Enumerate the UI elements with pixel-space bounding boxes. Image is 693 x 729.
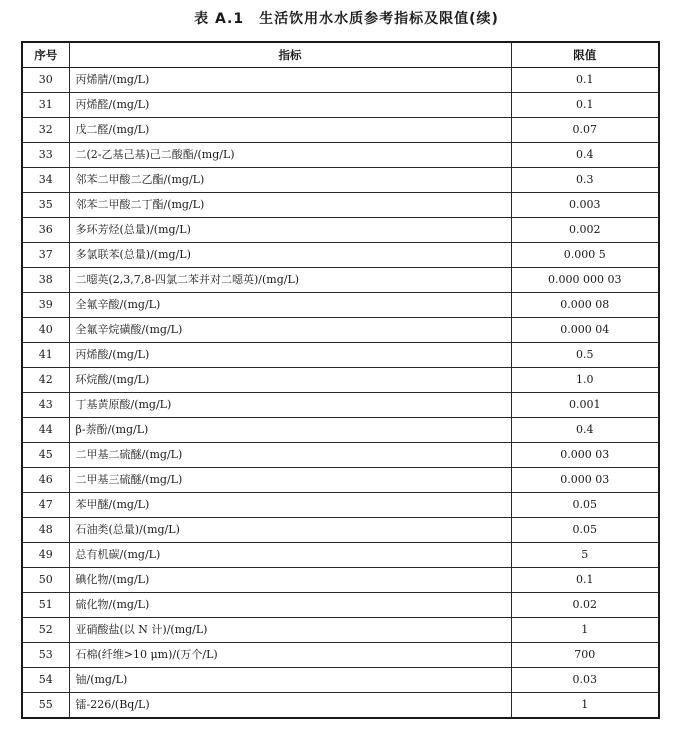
header-no: 序号 — [22, 42, 69, 68]
row-indicator: 多氯联苯(总量)/(mg/L) — [69, 243, 511, 268]
row-number: 37 — [22, 243, 69, 268]
row-indicator: 石棉(纤维>10 μm)/(万个/L) — [69, 643, 511, 668]
table-row — [22, 368, 659, 393]
row-number: 50 — [22, 568, 69, 593]
row-number: 40 — [22, 318, 69, 343]
row-indicator: 丙烯酸/(mg/L) — [69, 343, 511, 368]
table-row — [22, 118, 659, 143]
row-number: 31 — [22, 93, 69, 118]
row-indicator: 全氟辛酸/(mg/L) — [69, 293, 511, 318]
table-title: 表 A.1 生活饮用水水质参考指标及限值(续) — [194, 11, 499, 27]
row-limit: 0.000 04 — [511, 318, 659, 343]
row-limit: 1.0 — [511, 368, 659, 393]
row-limit: 0.001 — [511, 393, 659, 418]
row-limit: 0.5 — [511, 343, 659, 368]
row-indicator: 邻苯二甲酸二乙酯/(mg/L) — [69, 168, 511, 193]
row-number: 33 — [22, 143, 69, 168]
row-number: 54 — [22, 668, 69, 693]
header-row — [22, 42, 659, 68]
row-indicator: 丁基黄原酸/(mg/L) — [69, 393, 511, 418]
row-limit: 0.4 — [511, 143, 659, 168]
row-limit: 0.03 — [511, 668, 659, 693]
table-row — [22, 418, 659, 443]
row-number: 47 — [22, 493, 69, 518]
row-number: 45 — [22, 443, 69, 468]
row-indicator: 铀/(mg/L) — [69, 668, 511, 693]
row-limit: 700 — [511, 643, 659, 668]
table-row — [22, 668, 659, 693]
row-limit: 0.000 000 03 — [511, 268, 659, 293]
header-limit: 限值 — [511, 42, 659, 68]
row-number: 41 — [22, 343, 69, 368]
row-indicator: 多环芳烃(总量)/(mg/L) — [69, 218, 511, 243]
row-indicator: 二甲基三硫醚/(mg/L) — [69, 468, 511, 493]
row-indicator: 丙烯腈/(mg/L) — [69, 68, 511, 93]
row-indicator: 环烷酸/(mg/L) — [69, 368, 511, 393]
table-row — [22, 518, 659, 543]
table-row — [22, 168, 659, 193]
table-row — [22, 193, 659, 218]
row-number: 34 — [22, 168, 69, 193]
row-indicator: 总有机碳/(mg/L) — [69, 543, 511, 568]
row-indicator: β-萘酚/(mg/L) — [69, 418, 511, 443]
row-number: 38 — [22, 268, 69, 293]
table-row — [22, 143, 659, 168]
row-number: 44 — [22, 418, 69, 443]
row-indicator: 二噁英(2,3,7,8-四氯二苯并对二噁英)/(mg/L) — [69, 268, 511, 293]
row-limit: 0.1 — [511, 93, 659, 118]
row-indicator: 丙烯醛/(mg/L) — [69, 93, 511, 118]
row-indicator: 戊二醛/(mg/L) — [69, 118, 511, 143]
table-row — [22, 568, 659, 593]
row-limit: 0.05 — [511, 518, 659, 543]
table-row — [22, 468, 659, 493]
row-number: 32 — [22, 118, 69, 143]
table-header — [22, 42, 659, 68]
row-limit: 0.000 08 — [511, 293, 659, 318]
row-limit: 0.4 — [511, 418, 659, 443]
row-indicator: 二(2-乙基己基)己二酸酯/(mg/L) — [69, 143, 511, 168]
table-row — [22, 493, 659, 518]
row-limit: 0.3 — [511, 168, 659, 193]
row-indicator: 苯甲醚/(mg/L) — [69, 493, 511, 518]
header-indicator: 指标 — [69, 42, 511, 68]
row-limit: 0.07 — [511, 118, 659, 143]
row-limit: 5 — [511, 543, 659, 568]
table-row — [22, 218, 659, 243]
row-number: 36 — [22, 218, 69, 243]
row-number: 43 — [22, 393, 69, 418]
table-row — [22, 318, 659, 343]
row-limit: 0.000 5 — [511, 243, 659, 268]
table-body — [22, 68, 659, 719]
row-number: 55 — [22, 693, 69, 719]
table-row — [22, 443, 659, 468]
row-number: 49 — [22, 543, 69, 568]
row-indicator: 碘化物/(mg/L) — [69, 568, 511, 593]
table-row — [22, 618, 659, 643]
table-row — [22, 268, 659, 293]
row-limit: 0.05 — [511, 493, 659, 518]
row-number: 52 — [22, 618, 69, 643]
table-row — [22, 693, 659, 719]
row-indicator: 邻苯二甲酸二丁酯/(mg/L) — [69, 193, 511, 218]
table-row — [22, 243, 659, 268]
row-indicator: 全氟辛烷磺酸/(mg/L) — [69, 318, 511, 343]
table-row — [22, 343, 659, 368]
table-row — [22, 68, 659, 93]
row-number: 42 — [22, 368, 69, 393]
row-number: 46 — [22, 468, 69, 493]
row-limit: 0.000 03 — [511, 468, 659, 493]
row-limit: 0.000 03 — [511, 443, 659, 468]
row-indicator: 二甲基二硫醚/(mg/L) — [69, 443, 511, 468]
table-row — [22, 93, 659, 118]
table-row — [22, 543, 659, 568]
row-number: 51 — [22, 593, 69, 618]
row-indicator: 硫化物/(mg/L) — [69, 593, 511, 618]
row-limit: 0.003 — [511, 193, 659, 218]
row-limit: 0.1 — [511, 68, 659, 93]
row-number: 48 — [22, 518, 69, 543]
row-number: 53 — [22, 643, 69, 668]
row-indicator: 亚硝酸盐(以 N 计)/(mg/L) — [69, 618, 511, 643]
table-row — [22, 293, 659, 318]
row-limit: 0.002 — [511, 218, 659, 243]
water-quality-table — [21, 41, 660, 719]
row-limit: 0.02 — [511, 593, 659, 618]
row-indicator: 石油类(总量)/(mg/L) — [69, 518, 511, 543]
table-row — [22, 643, 659, 668]
row-limit: 0.1 — [511, 568, 659, 593]
row-number: 39 — [22, 293, 69, 318]
row-limit: 1 — [511, 618, 659, 643]
row-limit: 1 — [511, 693, 659, 719]
table-row — [22, 593, 659, 618]
row-number: 35 — [22, 193, 69, 218]
table-row — [22, 393, 659, 418]
row-indicator: 镭-226/(Bq/L) — [69, 693, 511, 719]
row-number: 30 — [22, 68, 69, 93]
